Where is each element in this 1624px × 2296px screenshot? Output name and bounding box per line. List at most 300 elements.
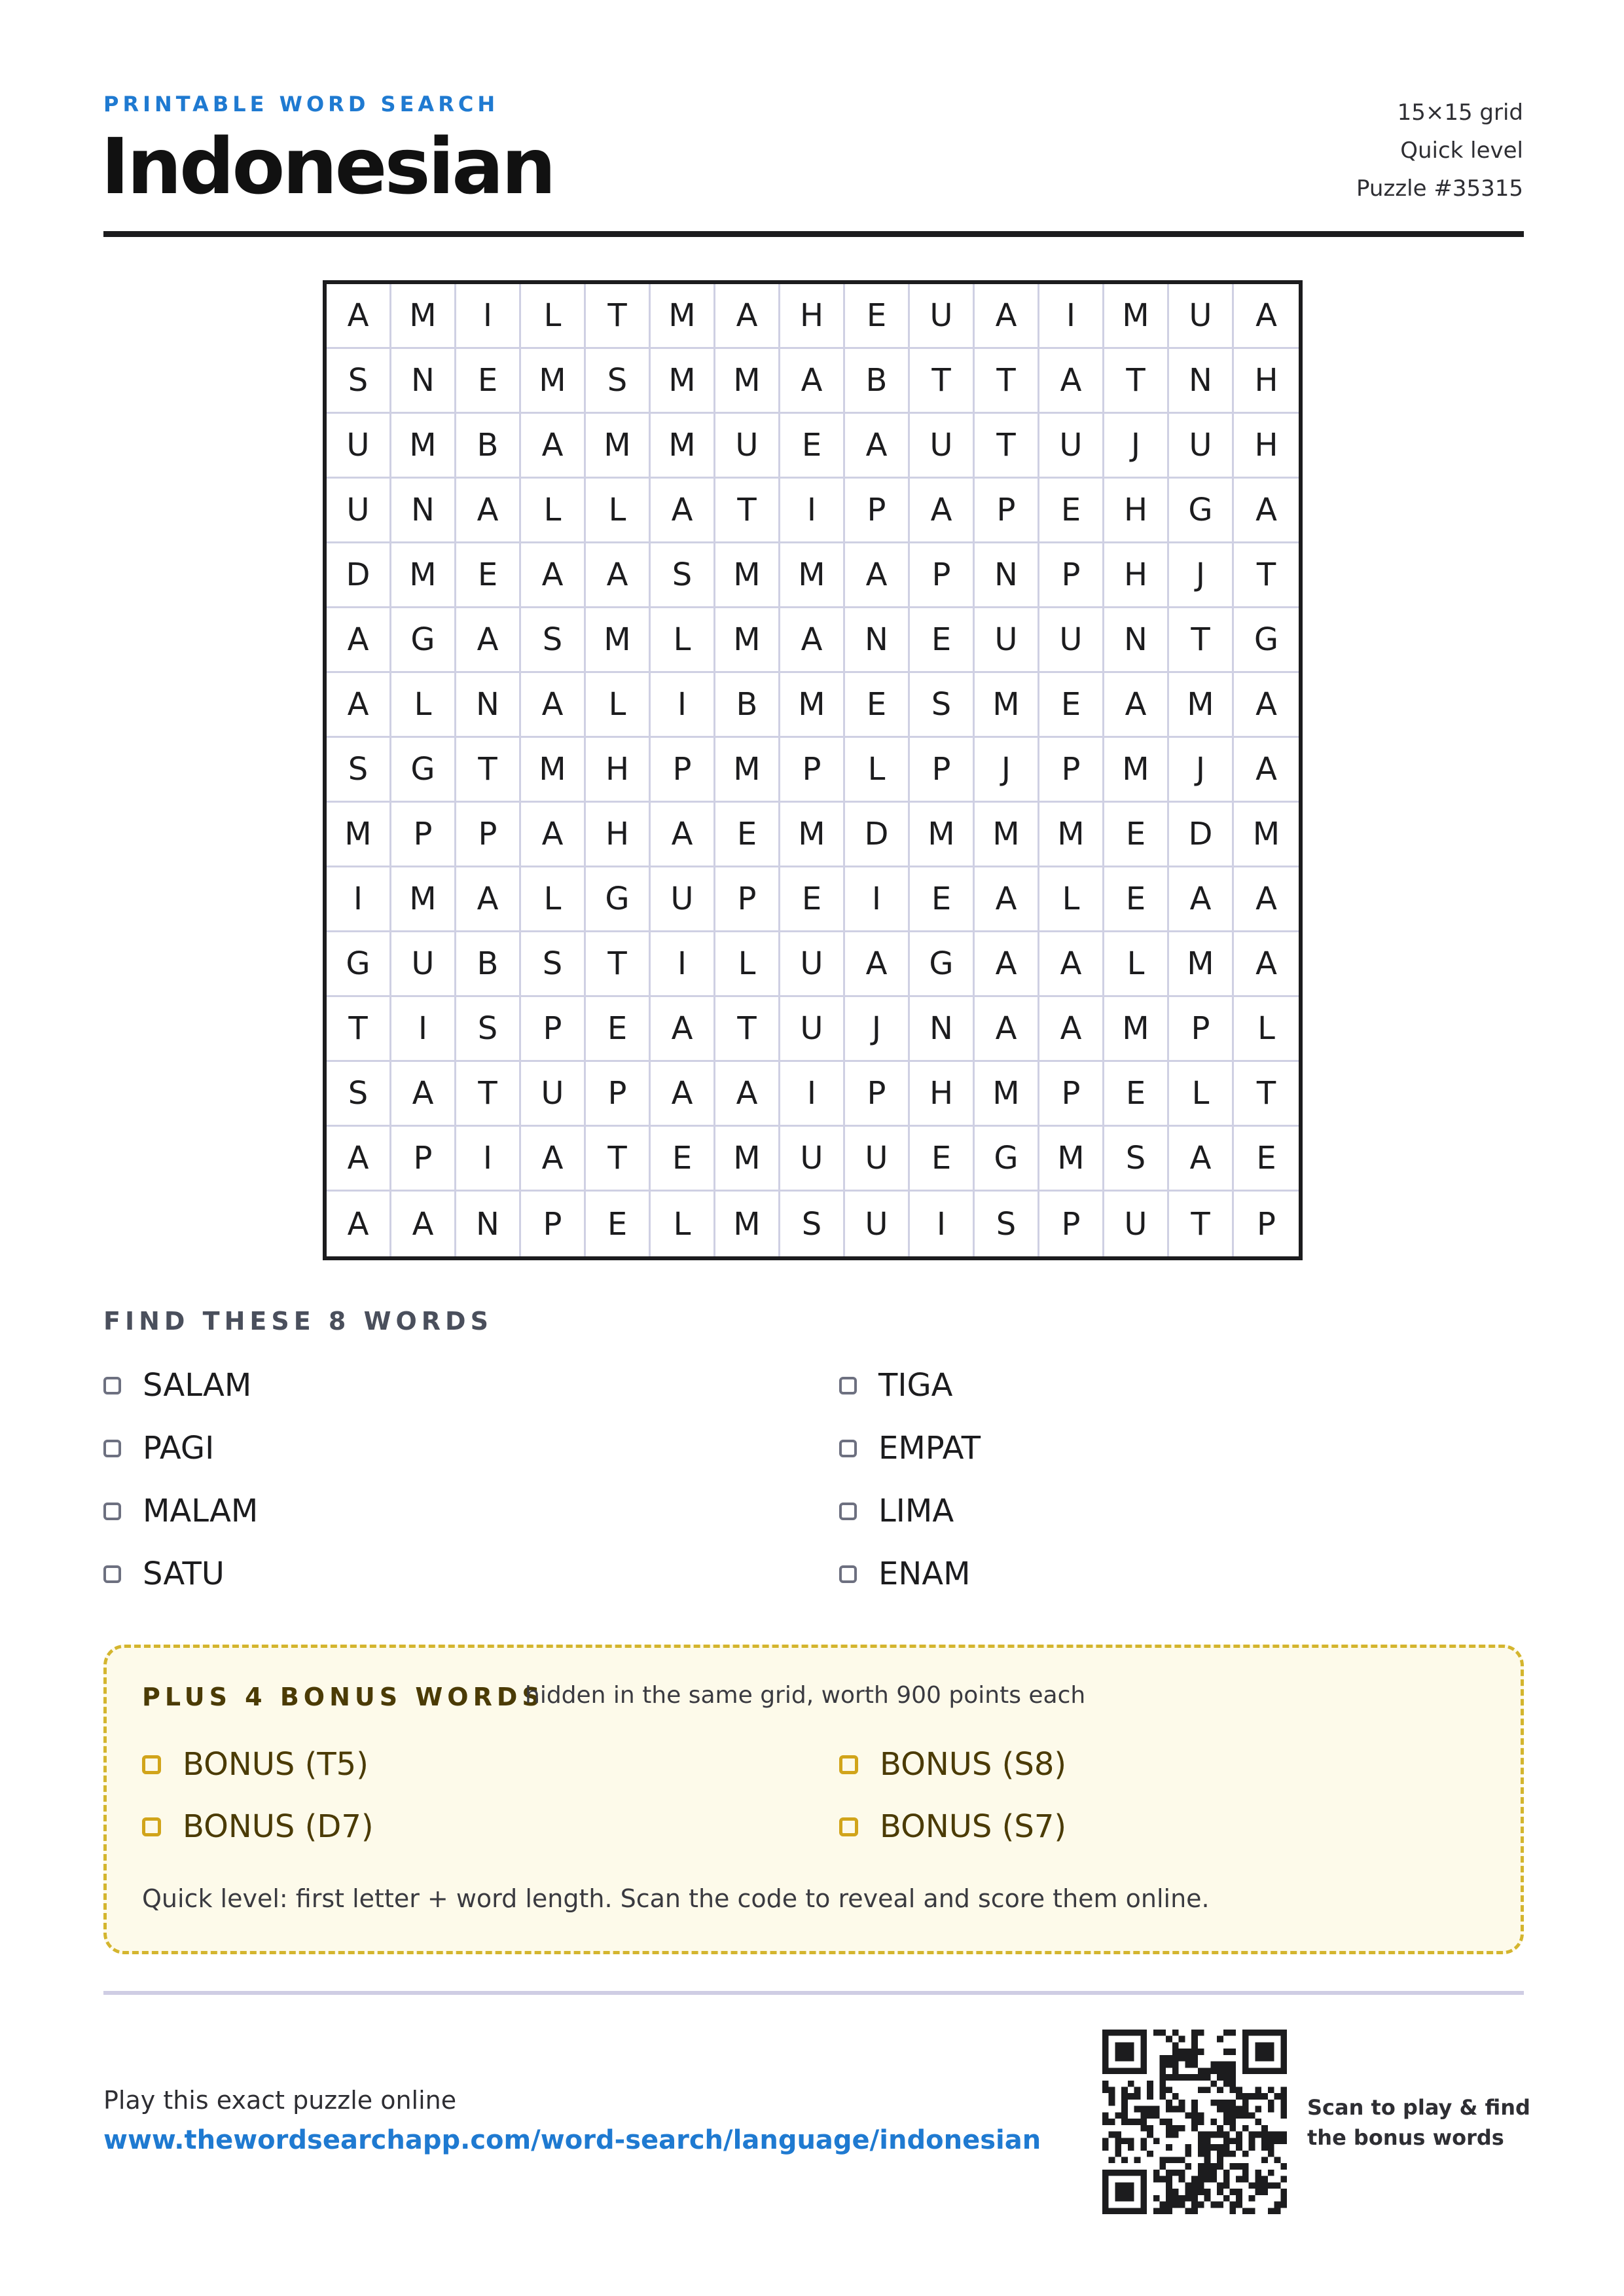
word-item[interactable] [103, 1430, 214, 1467]
bonus-word-item[interactable] [142, 1808, 374, 1845]
grid-cell[interactable]: A [1169, 1127, 1234, 1192]
grid-cell[interactable]: P [391, 1127, 456, 1192]
qr-module [1140, 2144, 1147, 2151]
grid-cell[interactable]: H [586, 738, 651, 803]
grid-cell[interactable]: E [651, 1127, 715, 1192]
grid-cell[interactable]: H [1234, 414, 1299, 479]
grid-cell[interactable]: M [1104, 738, 1169, 803]
grid-cell[interactable]: A [1039, 349, 1104, 414]
grid-cell[interactable]: U [327, 479, 391, 543]
qr-module [1191, 2182, 1198, 2189]
checkbox-icon[interactable] [839, 1755, 858, 1774]
qr-module [1128, 2144, 1134, 2151]
grid-cell[interactable]: A [715, 1062, 780, 1127]
grid-cell[interactable]: S [521, 608, 586, 673]
grid-cell[interactable]: J [845, 997, 910, 1062]
qr-module [1191, 2049, 1198, 2055]
word-item[interactable] [103, 1556, 225, 1592]
checkbox-icon[interactable] [103, 1503, 121, 1520]
grid-cell[interactable]: A [651, 997, 715, 1062]
grid-cell[interactable]: U [1169, 284, 1234, 349]
qr-module [1242, 2208, 1249, 2214]
grid-cell[interactable]: L [586, 673, 651, 738]
checkbox-icon[interactable] [142, 1817, 161, 1836]
checkbox-icon[interactable] [839, 1440, 857, 1457]
grid-cell[interactable]: I [391, 997, 456, 1062]
grid-cell[interactable]: U [1169, 414, 1234, 479]
qr-module [1210, 2081, 1217, 2087]
grid-cell[interactable]: M [715, 608, 780, 673]
grid-cell[interactable]: A [1234, 673, 1299, 738]
grid-cell[interactable]: H [780, 284, 845, 349]
grid-cell[interactable]: S [521, 932, 586, 997]
letter-grid[interactable] [323, 280, 1303, 1260]
qr-module [1179, 2055, 1185, 2062]
grid-cell[interactable]: P [1039, 738, 1104, 803]
grid-cell[interactable]: M [391, 543, 456, 608]
qr-module [1172, 2202, 1179, 2208]
grid-cell[interactable]: P [651, 738, 715, 803]
qr-module [1109, 2087, 1115, 2094]
grid-cell[interactable]: M [391, 284, 456, 349]
grid-cell[interactable]: A [521, 543, 586, 608]
qr-module [1280, 2106, 1287, 2113]
bonus-word-item[interactable] [839, 1808, 1066, 1845]
grid-cell[interactable]: N [975, 543, 1039, 608]
checkbox-icon[interactable] [103, 1377, 121, 1394]
grid-cell[interactable]: A [975, 284, 1039, 349]
grid-cell[interactable]: M [1169, 932, 1234, 997]
word-item[interactable] [839, 1493, 954, 1529]
grid-cell[interactable]: I [910, 1192, 975, 1256]
qr-module [1166, 2106, 1172, 2113]
grid-cell[interactable]: U [1039, 608, 1104, 673]
grid-cell[interactable]: S [651, 543, 715, 608]
grid-cell[interactable]: H [586, 803, 651, 867]
grid-cell[interactable]: N [1104, 608, 1169, 673]
word-item[interactable] [103, 1367, 251, 1404]
grid-cell[interactable]: S [456, 997, 521, 1062]
qr-module [1223, 2182, 1230, 2189]
grid-cell[interactable]: G [975, 1127, 1039, 1192]
grid-cell[interactable]: T [1169, 608, 1234, 673]
grid-cell[interactable]: T [456, 1062, 521, 1127]
grid-cell[interactable]: A [651, 803, 715, 867]
grid-cell[interactable]: L [651, 1192, 715, 1256]
grid-size-label: 15×15 grid [1397, 100, 1523, 126]
grid-cell[interactable]: A [586, 543, 651, 608]
grid-cell[interactable]: M [715, 1192, 780, 1256]
grid-cell[interactable]: E [1039, 479, 1104, 543]
qr-module [1268, 2106, 1274, 2113]
grid-cell[interactable]: U [1039, 414, 1104, 479]
grid-cell[interactable]: A [845, 543, 910, 608]
qr-module [1147, 2112, 1153, 2119]
grid-cell[interactable]: U [780, 997, 845, 1062]
qr-module [1109, 2119, 1115, 2125]
qr-code-icon[interactable] [1102, 2030, 1287, 2214]
qr-module [1121, 2100, 1128, 2106]
grid-cell[interactable]: A [975, 867, 1039, 932]
grid-cell[interactable]: L [521, 284, 586, 349]
grid-cell[interactable]: B [456, 932, 521, 997]
grid-cell[interactable]: M [780, 543, 845, 608]
grid-cell[interactable]: M [780, 673, 845, 738]
checkbox-icon[interactable] [839, 1565, 857, 1583]
grid-cell[interactable]: A [1234, 479, 1299, 543]
grid-cell[interactable]: A [327, 673, 391, 738]
grid-cell[interactable]: A [845, 932, 910, 997]
grid-cell[interactable]: B [456, 414, 521, 479]
grid-cell[interactable]: I [456, 1127, 521, 1192]
qr-module [1261, 2144, 1268, 2151]
grid-cell[interactable]: S [780, 1192, 845, 1256]
grid-cell[interactable]: N [391, 479, 456, 543]
grid-cell[interactable]: U [845, 1127, 910, 1192]
qr-module [1198, 2163, 1204, 2170]
grid-cell[interactable]: I [651, 673, 715, 738]
grid-cell[interactable]: A [1234, 867, 1299, 932]
grid-cell[interactable]: U [651, 867, 715, 932]
grid-cell[interactable]: A [975, 997, 1039, 1062]
grid-cell[interactable]: S [586, 349, 651, 414]
grid-cell[interactable]: A [845, 414, 910, 479]
grid-cell[interactable]: T [975, 349, 1039, 414]
grid-cell[interactable]: M [715, 349, 780, 414]
grid-cell[interactable]: P [1039, 543, 1104, 608]
grid-cell[interactable]: P [975, 479, 1039, 543]
grid-cell[interactable]: U [391, 932, 456, 997]
grid-cell[interactable]: P [845, 479, 910, 543]
grid-cell[interactable]: L [1039, 867, 1104, 932]
checkbox-icon[interactable] [839, 1817, 858, 1836]
grid-cell[interactable]: J [1104, 414, 1169, 479]
grid-cell[interactable]: S [327, 1062, 391, 1127]
grid-cell[interactable]: M [586, 608, 651, 673]
qr-module [1128, 2093, 1134, 2100]
grid-cell[interactable]: E [910, 1127, 975, 1192]
grid-cell[interactable]: A [456, 867, 521, 932]
grid-cell[interactable]: M [521, 349, 586, 414]
grid-cell[interactable]: E [456, 543, 521, 608]
grid-cell[interactable]: A [456, 479, 521, 543]
grid-cell[interactable]: P [521, 997, 586, 1062]
grid-cell[interactable]: T [975, 414, 1039, 479]
grid-cell[interactable]: T [456, 738, 521, 803]
grid-cell[interactable]: M [1039, 803, 1104, 867]
grid-cell[interactable]: P [456, 803, 521, 867]
grid-cell[interactable]: E [780, 414, 845, 479]
grid-cell[interactable]: H [910, 1062, 975, 1127]
grid-cell[interactable]: U [845, 1192, 910, 1256]
qr-module [1198, 2138, 1204, 2144]
qr-module [1128, 2119, 1134, 2125]
grid-cell[interactable]: A [715, 284, 780, 349]
grid-cell[interactable]: L [586, 479, 651, 543]
grid-cell[interactable]: P [1039, 1062, 1104, 1127]
grid-cell[interactable]: A [327, 284, 391, 349]
grid-cell[interactable]: M [651, 349, 715, 414]
word-item[interactable] [839, 1367, 953, 1404]
grid-cell[interactable]: M [651, 284, 715, 349]
grid-cell[interactable]: M [521, 738, 586, 803]
grid-cell[interactable]: T [1234, 543, 1299, 608]
grid-cell[interactable]: L [1104, 932, 1169, 997]
grid-cell[interactable]: H [1104, 543, 1169, 608]
grid-cell[interactable]: U [780, 932, 845, 997]
qr-module [1102, 2119, 1109, 2125]
grid-cell[interactable]: S [910, 673, 975, 738]
grid-cell[interactable]: P [715, 867, 780, 932]
checkbox-icon[interactable] [103, 1440, 121, 1457]
grid-cell[interactable]: B [845, 349, 910, 414]
grid-cell[interactable]: H [1234, 349, 1299, 414]
grid-cell[interactable]: M [327, 803, 391, 867]
grid-cell[interactable]: P [391, 803, 456, 867]
grid-cell[interactable]: S [975, 1192, 1039, 1256]
qr-module [1210, 2170, 1217, 2176]
grid-cell[interactable]: I [456, 284, 521, 349]
qr-module [1229, 2068, 1236, 2074]
qr-module [1166, 2119, 1172, 2125]
checkbox-icon[interactable] [142, 1755, 161, 1774]
qr-module [1204, 2176, 1211, 2183]
grid-cell[interactable]: M [1234, 803, 1299, 867]
grid-cell[interactable]: M [651, 414, 715, 479]
qr-module [1217, 2087, 1223, 2094]
grid-cell[interactable]: I [780, 1062, 845, 1127]
grid-cell[interactable]: I [1039, 284, 1104, 349]
grid-cell[interactable]: A [521, 414, 586, 479]
qr-module [1255, 2170, 1261, 2176]
bonus-subtitle: hidden in the same grid, worth 900 points each [525, 1682, 1086, 1709]
grid-cell[interactable]: E [845, 284, 910, 349]
grid-cell[interactable]: U [910, 284, 975, 349]
qr-module [1198, 2151, 1204, 2157]
grid-cell[interactable]: N [910, 997, 975, 1062]
grid-cell[interactable]: J [975, 738, 1039, 803]
grid-cell[interactable]: E [910, 608, 975, 673]
grid-cell[interactable]: M [715, 1127, 780, 1192]
word-item[interactable] [103, 1493, 258, 1529]
grid-cell[interactable]: T [715, 997, 780, 1062]
grid-cell[interactable]: E [910, 867, 975, 932]
grid-cell[interactable]: P [1257, 1205, 1276, 1243]
grid-cell[interactable]: J [1169, 738, 1234, 803]
grid-cell[interactable]: M [391, 867, 456, 932]
grid-cell[interactable]: U [780, 1127, 845, 1192]
grid-cell[interactable]: M [586, 414, 651, 479]
word-item[interactable] [839, 1430, 981, 1467]
grid-cell[interactable]: A [780, 349, 845, 414]
grid-cell[interactable]: I [651, 932, 715, 997]
grid-cell[interactable]: G [327, 932, 391, 997]
grid-cell[interactable]: D [327, 543, 391, 608]
grid-cell[interactable]: A [1234, 932, 1299, 997]
grid-cell[interactable]: H [1104, 479, 1169, 543]
grid-cell[interactable]: L [845, 738, 910, 803]
grid-cell[interactable]: T [586, 1127, 651, 1192]
grid-cell[interactable]: T [1169, 1192, 1234, 1256]
grid-cell[interactable]: P [521, 1192, 586, 1256]
grid-cell[interactable]: L [521, 479, 586, 543]
grid-cell[interactable]: L [715, 932, 780, 997]
grid-cell[interactable]: M [1104, 284, 1169, 349]
grid-cell[interactable]: U [1104, 1192, 1169, 1256]
grid-cell[interactable]: A [327, 1192, 391, 1256]
grid-cell[interactable]: G [391, 738, 456, 803]
grid-cell[interactable]: T [327, 997, 391, 1062]
grid-cell[interactable]: M [715, 543, 780, 608]
grid-cell[interactable]: S [1104, 1127, 1169, 1192]
grid-cell[interactable]: E [1234, 1127, 1299, 1192]
qr-module [1172, 2106, 1179, 2113]
checkbox-icon[interactable] [103, 1565, 121, 1583]
grid-cell[interactable]: A [391, 1062, 456, 1127]
grid-cell[interactable]: A [1234, 738, 1299, 803]
grid-cell[interactable]: M [715, 738, 780, 803]
grid-cell[interactable]: A [975, 932, 1039, 997]
grid-cell[interactable]: E [456, 349, 521, 414]
checkbox-icon[interactable] [839, 1377, 857, 1394]
grid-cell[interactable]: A [651, 479, 715, 543]
grid-cell[interactable]: A [1234, 284, 1299, 349]
grid-cell[interactable]: P [1169, 997, 1234, 1062]
grid-cell[interactable]: N [456, 1192, 521, 1256]
grid-cell[interactable]: M [391, 414, 456, 479]
grid-cell[interactable]: B [715, 673, 780, 738]
grid-cell[interactable]: A [1104, 673, 1169, 738]
grid-cell[interactable]: E [1104, 803, 1169, 867]
grid-cell[interactable]: N [456, 673, 521, 738]
checkbox-icon[interactable] [839, 1503, 857, 1520]
grid-cell[interactable]: M [910, 803, 975, 867]
grid-cell[interactable]: A [521, 673, 586, 738]
qr-module [1134, 2106, 1141, 2113]
grid-cell[interactable]: L [391, 673, 456, 738]
grid-cell[interactable]: M [975, 803, 1039, 867]
grid-cell[interactable]: J [1169, 543, 1234, 608]
grid-cell[interactable]: G [586, 867, 651, 932]
word-item[interactable] [839, 1556, 970, 1592]
qr-module [1191, 2042, 1198, 2049]
grid-cell[interactable]: N [1169, 349, 1234, 414]
grid-cell[interactable]: T [1234, 1062, 1299, 1127]
grid-cell[interactable]: A [1039, 997, 1104, 1062]
grid-cell[interactable]: U [975, 608, 1039, 673]
grid-cell[interactable]: S [327, 738, 391, 803]
grid-cell[interactable]: D [845, 803, 910, 867]
grid-cell[interactable]: A [327, 608, 391, 673]
grid-cell[interactable]: S [327, 349, 391, 414]
grid-cell[interactable]: T [586, 932, 651, 997]
grid-cell[interactable]: P [780, 738, 845, 803]
qr-module [1172, 2170, 1179, 2176]
qr-module [1210, 2202, 1217, 2208]
grid-cell[interactable]: A [780, 608, 845, 673]
grid-cell[interactable]: T [1104, 349, 1169, 414]
grid-cell[interactable]: U [715, 414, 780, 479]
puzzle-url-link[interactable]: www.thewordsearchapp.com/word-search/language/indonesian [103, 2125, 1041, 2155]
grid-cell[interactable]: A [456, 608, 521, 673]
grid-cell[interactable]: M [1039, 1127, 1104, 1192]
grid-cell[interactable]: M [975, 1062, 1039, 1127]
grid-cell[interactable]: I [327, 867, 391, 932]
bonus-word-item[interactable] [839, 1746, 1066, 1783]
grid-cell[interactable]: T [910, 349, 975, 414]
grid-cell[interactable]: A [521, 803, 586, 867]
grid-cell[interactable]: L [1169, 1062, 1234, 1127]
grid-cell[interactable]: N [391, 349, 456, 414]
grid-cell[interactable]: E [1104, 1062, 1169, 1127]
grid-cell[interactable]: M [1169, 673, 1234, 738]
qr-module [1102, 2112, 1109, 2119]
grid-cell[interactable]: A [1039, 932, 1104, 997]
bonus-word-label: BONUS (S8) [880, 1746, 1067, 1783]
grid-cell[interactable]: M [1104, 997, 1169, 1062]
grid-cell[interactable]: A [910, 479, 975, 543]
grid-cell[interactable]: E [586, 1192, 651, 1256]
qr-module [1229, 2081, 1236, 2087]
qr-module [1166, 2176, 1172, 2183]
grid-cell[interactable]: E [1039, 673, 1104, 738]
grid-cell[interactable]: E [586, 997, 651, 1062]
qr-module [1217, 2068, 1223, 2074]
grid-cell[interactable]: E [715, 803, 780, 867]
grid-cell[interactable]: P [910, 543, 975, 608]
qr-module [1223, 2132, 1230, 2138]
grid-cell[interactable]: A [391, 1192, 456, 1256]
grid-cell[interactable]: T [586, 284, 651, 349]
grid-cell[interactable]: U [521, 1062, 586, 1127]
grid-cell[interactable]: G [1169, 479, 1234, 543]
grid-cell[interactable]: P [845, 1062, 910, 1127]
qr-module [1160, 2068, 1166, 2074]
grid-cell[interactable]: T [715, 479, 780, 543]
grid-cell[interactable]: U [327, 414, 391, 479]
grid-cell[interactable]: P [910, 738, 975, 803]
qr-module [1160, 2202, 1166, 2208]
bonus-word-item[interactable] [142, 1746, 369, 1783]
grid-cell[interactable]: A [1169, 867, 1234, 932]
grid-cell[interactable]: D [1169, 803, 1234, 867]
grid-cell[interactable]: G [910, 932, 975, 997]
grid-cell[interactable]: N [845, 608, 910, 673]
grid-cell[interactable]: M [780, 803, 845, 867]
grid-cell[interactable]: I [845, 867, 910, 932]
grid-cell[interactable]: P [586, 1062, 651, 1127]
grid-cell[interactable]: E [1104, 867, 1169, 932]
qr-module [1268, 2170, 1274, 2176]
grid-cell[interactable]: L [651, 608, 715, 673]
grid-cell[interactable]: G [1234, 608, 1299, 673]
grid-cell[interactable]: E [780, 867, 845, 932]
grid-cell[interactable]: L [1234, 997, 1299, 1062]
word-label: MALAM [143, 1493, 259, 1529]
grid-cell[interactable]: G [391, 608, 456, 673]
grid-cell[interactable]: A [651, 1062, 715, 1127]
qr-module [1166, 2062, 1172, 2068]
grid-cell[interactable]: M [975, 673, 1039, 738]
grid-cell[interactable]: A [521, 1127, 586, 1192]
grid-cell[interactable]: P [1039, 1192, 1104, 1256]
grid-cell[interactable]: E [845, 673, 910, 738]
grid-cell[interactable]: L [521, 867, 586, 932]
qr-module [1242, 2112, 1249, 2119]
grid-cell[interactable]: U [910, 414, 975, 479]
grid-cell[interactable]: A [327, 1127, 391, 1192]
grid-cell[interactable]: I [780, 479, 845, 543]
